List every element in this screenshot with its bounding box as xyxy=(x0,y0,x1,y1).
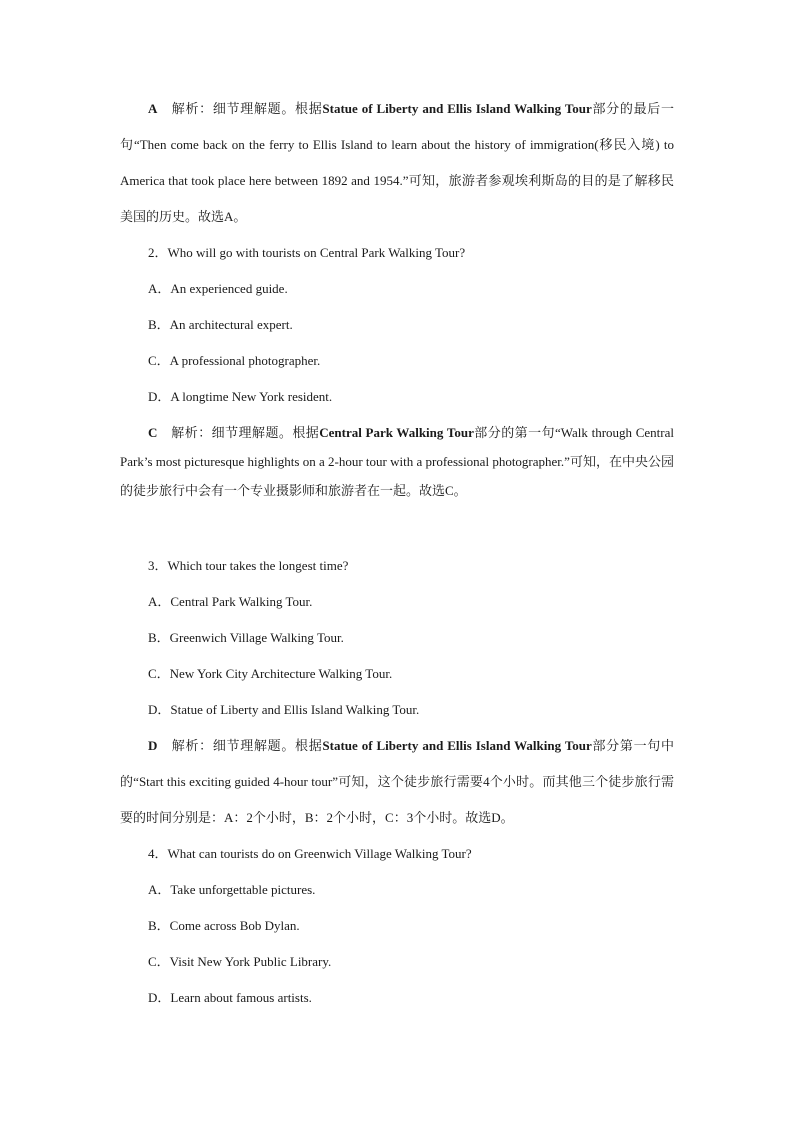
question-2-option-d: D．A longtime New York resident. xyxy=(148,389,333,404)
explanation-text: 部分的第一句“Walk through Central Park’s most picturesque highlights on a 2-hour tour with a professional photographer.”可知，在中央公园的徒步旅行中会有一个专业摄影师和旅游者在一起。故选C。 xyxy=(120,425,674,498)
question-2-stem: 2．Who will go with tourists on Central Park Walking Tour? xyxy=(148,245,466,260)
answer-letter: C xyxy=(148,425,158,440)
answer-letter: D xyxy=(148,738,158,753)
question-4-option-b: B．Come across Bob Dylan. xyxy=(148,918,300,933)
answer-letter: A xyxy=(148,101,158,116)
explanation-prefix: 解析：细节理解题。根据 xyxy=(171,738,323,753)
question-3-option-b: B．Greenwich Village Walking Tour. xyxy=(148,630,344,645)
explanation-prefix: 解析：细节理解题。根据 xyxy=(171,425,320,440)
section-name: Statue of Liberty and Ellis Island Walking Tour xyxy=(322,101,592,116)
question-2-option-c: C．A professional photographer. xyxy=(148,353,321,368)
question-4-option-d: D．Learn about famous artists. xyxy=(148,990,312,1005)
section-name: Statue of Liberty and Ellis Island Walking Tour xyxy=(322,738,592,753)
question-4-option-a: A．Take unforgettable pictures. xyxy=(148,882,316,897)
question-4-stem: 4．What can tourists do on Greenwich Village Walking Tour? xyxy=(148,846,472,861)
question-2-option-a: A．An experienced guide. xyxy=(148,281,288,296)
question-3-option-d: D．Statue of Liberty and Ellis Island Walking Tour. xyxy=(148,702,420,717)
explanation-q3 xyxy=(120,728,674,836)
question-3-stem: 3．Which tour takes the longest time? xyxy=(148,558,349,573)
question-3-option-c: C．New York City Architecture Walking Tour. xyxy=(148,666,393,681)
question-2-option-b: B．An architectural expert. xyxy=(148,317,293,332)
explanation-q2 xyxy=(120,418,674,505)
explanation-text: 部分的最后一句“Then come back on the ferry to Ellis Island to learn about the history of immigration(移民入境) to America that took place here between 1892 and 1954.”可知，旅游者参观埃利斯岛的目的是了解移民美国的历史。故选A。 xyxy=(120,101,674,224)
explanation-q1 xyxy=(120,91,674,235)
explanation-text: 部分第一句中的“Start this exciting guided 4-hour tour”可知，这个徒步旅行需要4个小时。而其他三个徒步旅行需要的时间分别是：A：2个小时，B：2个小时，C：3个小时。故选D。 xyxy=(120,738,674,825)
question-4-option-c: C．Visit New York Public Library. xyxy=(148,954,332,969)
explanation-prefix: 解析：细节理解题。根据 xyxy=(171,101,323,116)
question-3-option-a: A．Central Park Walking Tour. xyxy=(148,594,313,609)
section-name: Central Park Walking Tour xyxy=(319,425,474,440)
